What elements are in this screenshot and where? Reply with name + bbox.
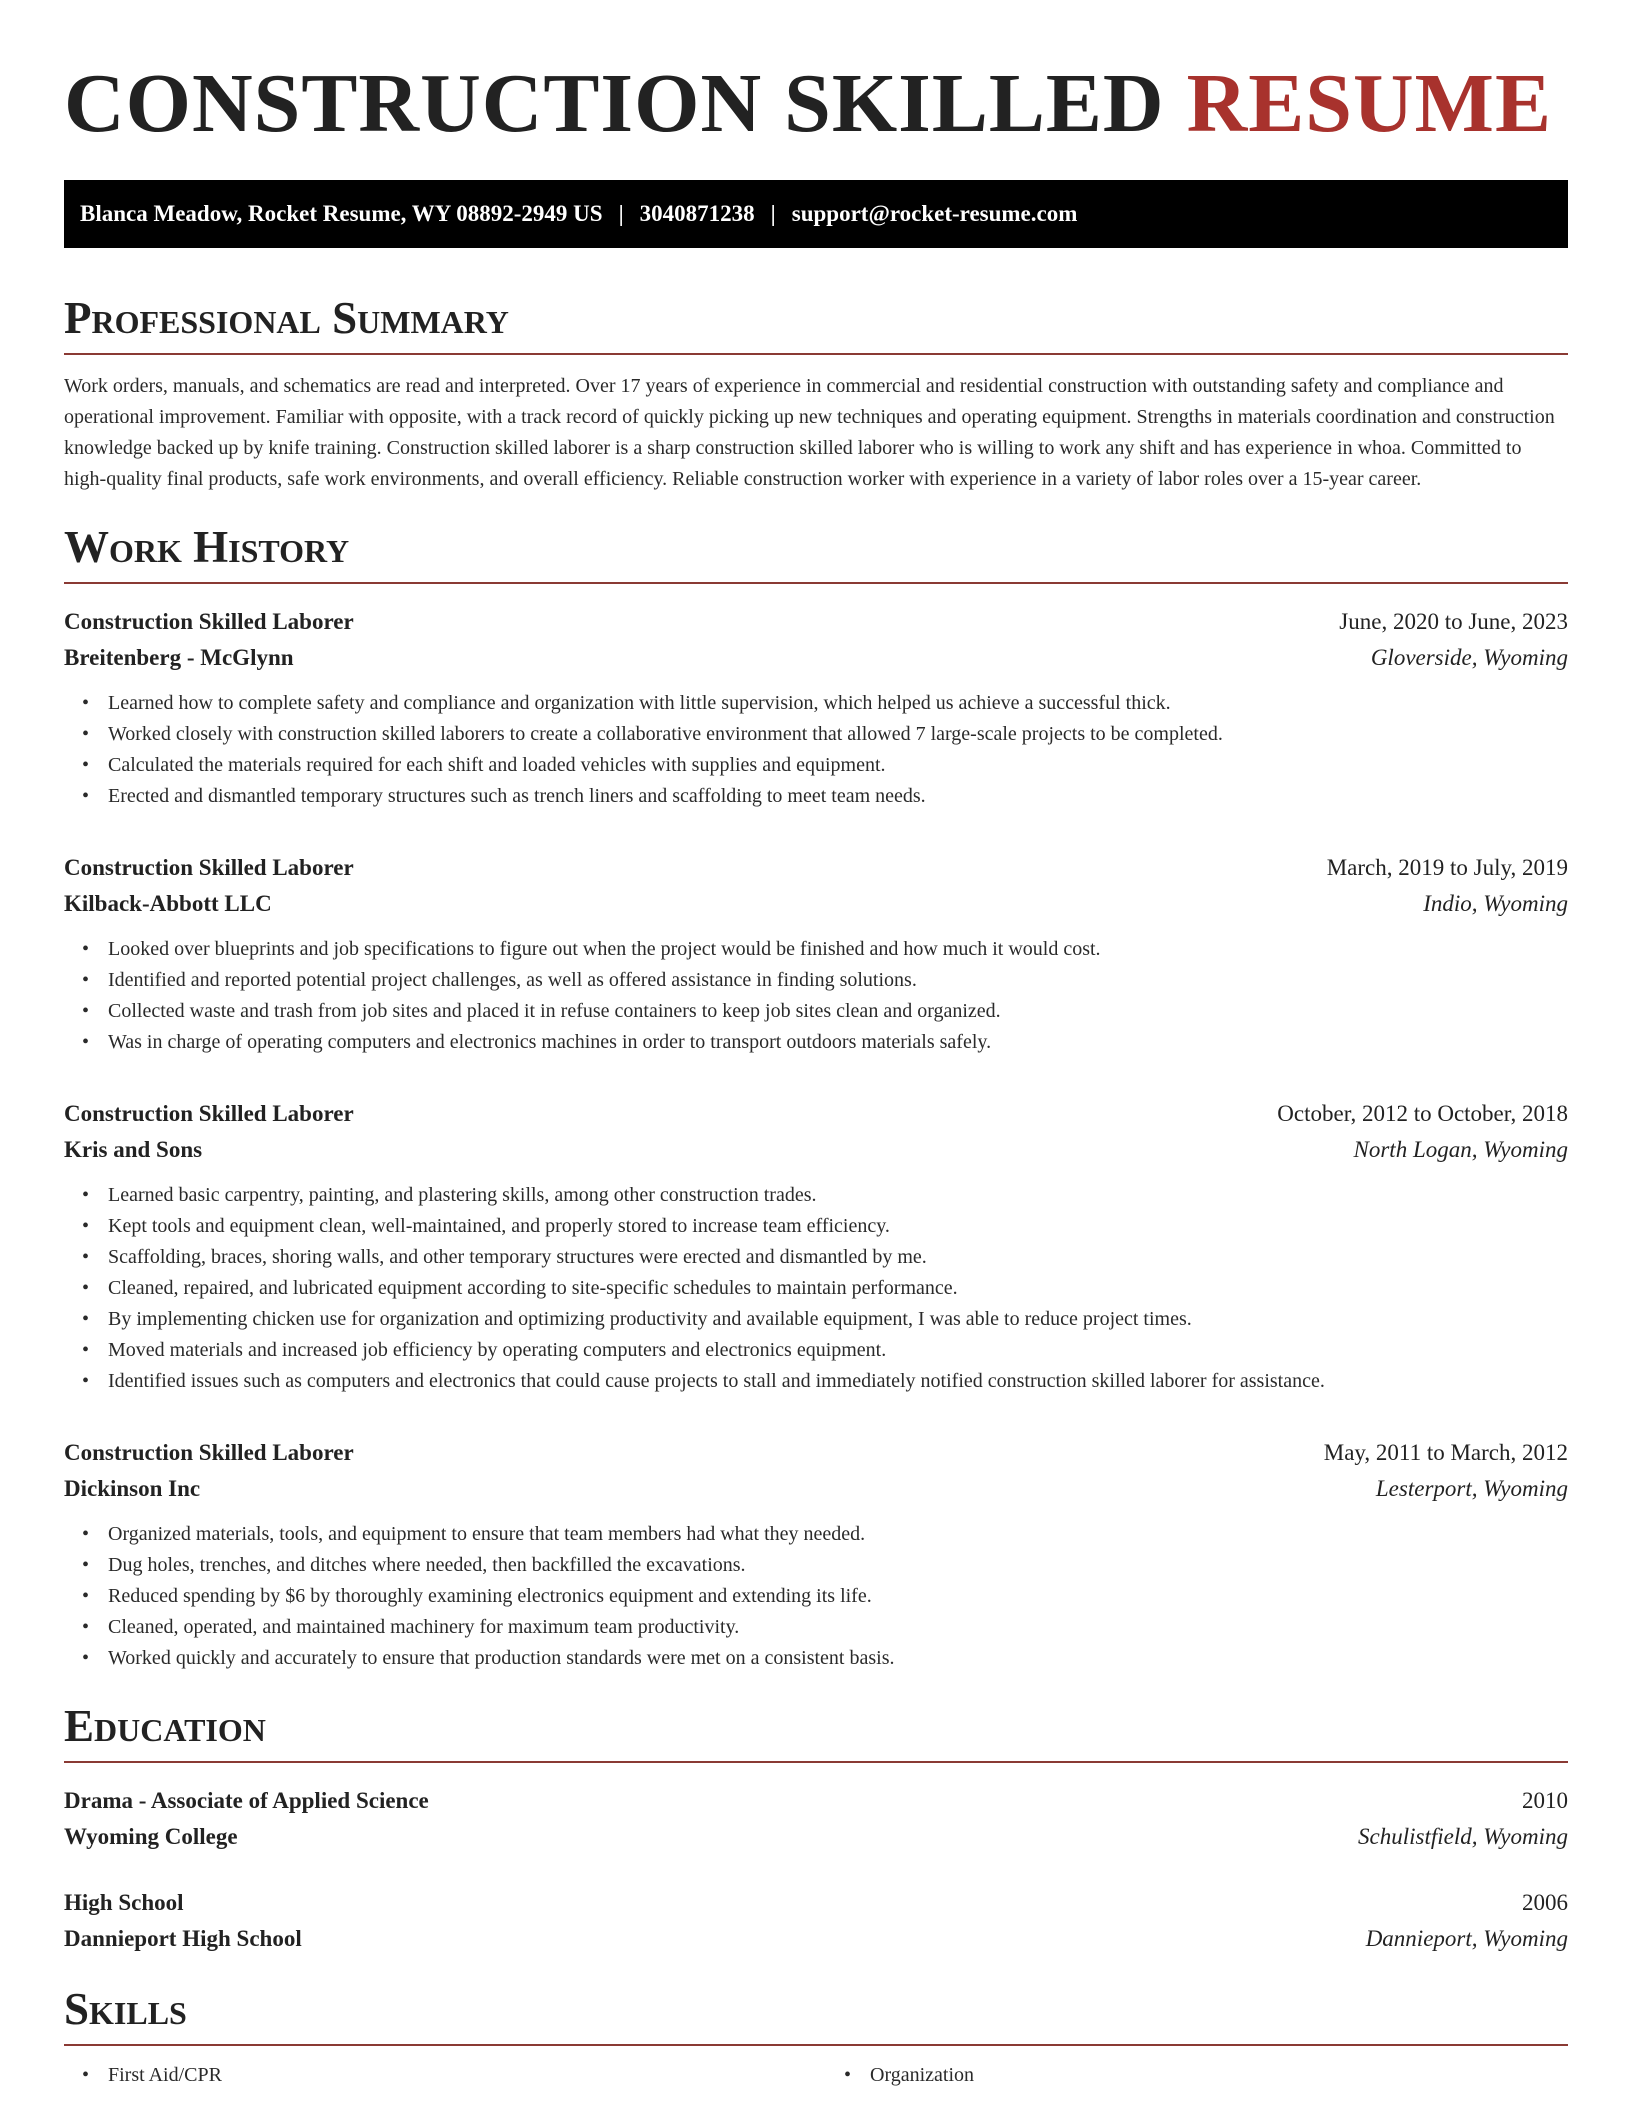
job-company: Kris and Sons [64,1137,203,1162]
job-bullet: • Reduced spending by $6 by thoroughly examining electronics equipment and extending its life. [108,1581,1568,1612]
contact-bar [64,180,1568,248]
title-main: CONSTRUCTION SKILLED [64,57,1187,150]
summary-text: Work orders, manuals, and schematics are read and interpreted. Over 17 years of experience in commercial and residential construction with outstanding safety and compliance and operational improvement. Familiar with opposite, with a track record of quickly picking up new techniques and operating equipment. Strengths in materials coordination and construction knowledge backed up by knife training. Construction skilled laborer is a sharp construction skilled laborer who is willing to work any shift and has experience in whoa. Committed to high-quality final products, safe work environments, and overall efficiency. Reliable construction worker with experience in a variety of labor roles over a 15-year career. [64,375,1555,490]
job-entry [64,850,1568,1058]
job-bullet: • By implementing chicken use for organization and optimizing productivity and available equipment, I was able to reduce project times. [108,1304,1568,1335]
job-bullets [64,688,1568,812]
contact-separator: | [770,201,776,226]
job-company: Kilback-Abbott LLC [64,891,272,916]
contact-address: Blanca Meadow, Rocket Resume, WY 08892-2949 US [80,201,603,226]
education-year: 2006 [1522,1890,1568,1915]
work-history-section [64,522,1568,1674]
education-location: Schulistfield, Wyoming [1358,1824,1568,1849]
job-bullet: • Identified issues such as computers and electronics that could cause projects to stall and immediately notified construction skilled laborer for assistance. [108,1366,1568,1397]
job-bullet: • Identified and reported potential project challenges, as well as offered assistance in finding solutions. [108,965,1568,996]
job-bullet: • Organized materials, tools, and equipment to ensure that team members had what they needed. [108,1519,1568,1550]
job-location: Gloverside, Wyoming [1370,645,1568,670]
job-bullet: • Worked closely with construction skilled laborers to create a collaborative environment that allowed 7 large-scale projects to be completed. [108,719,1568,750]
job-bullets [64,1519,1568,1674]
job-company: Breitenberg - McGlynn [64,645,294,670]
job-company: Dickinson Inc [64,1476,201,1501]
education-school: Wyoming College [64,1824,238,1849]
education-entry [64,1783,1568,1855]
job-bullet: • Dug holes, trenches, and ditches where needed, then backfilled the excavations. [108,1550,1568,1581]
skills-heading: Skills [64,1987,1568,2046]
job-bullet: • Kept tools and equipment clean, well-maintained, and properly stored to increase team efficiency. [108,1211,1568,1242]
skills-section [64,1984,1568,2091]
job-bullet: • Learned how to complete safety and compliance and organization with little supervision, which helped us achieve a successful thick. [108,688,1568,719]
job-entry [64,1096,1568,1397]
job-entry [64,604,1568,812]
job-dates: May, 2011 to March, 2012 [1323,1440,1568,1465]
contact-email[interactable]: support@rocket-resume.com [791,201,1078,226]
title-accent: RESUME [1186,57,1552,150]
job-bullet: • Scaffolding, braces, shoring walls, and other temporary structures were erected and dismantled by me. [108,1242,1568,1273]
job-bullet: • Moved materials and increased job efficiency by operating computers and electronics equipment. [108,1335,1568,1366]
education-school: Dannieport High School [64,1926,302,1951]
job-dates: October, 2012 to October, 2018 [1277,1101,1568,1126]
contact-phone: 3040871238 [639,201,755,226]
education-year: 2010 [1522,1788,1568,1813]
job-bullets [64,1180,1568,1397]
education-heading: Education [64,1704,1568,1763]
job-title: Construction Skilled Laborer [64,1101,354,1126]
education-section [64,1701,1568,1957]
job-location: Indio, Wyoming [1423,891,1568,916]
job-bullet: • Cleaned, repaired, and lubricated equipment according to site-specific schedules to maintain performance. [108,1273,1568,1304]
skills-column [826,2060,1568,2091]
job-dates: June, 2020 to June, 2023 [1339,609,1568,634]
resume-title [64,57,1568,150]
work-history-heading: Work History [64,525,1568,584]
summary-section [64,293,1568,495]
skills-grid [64,2060,1568,2091]
education-location: Dannieport, Wyoming [1365,1926,1568,1951]
job-bullet: • Worked quickly and accurately to ensure that production standards were met on a consistent basis. [108,1643,1568,1674]
skill-item: • First Aid/CPR [108,2060,806,2091]
job-title: Construction Skilled Laborer [64,609,354,634]
job-entry [64,1435,1568,1674]
job-bullet: • Learned basic carpentry, painting, and plastering skills, among other construction trades. [108,1180,1568,1211]
job-title: Construction Skilled Laborer [64,855,354,880]
job-bullet: • Cleaned, operated, and maintained machinery for maximum team productivity. [108,1612,1568,1643]
job-dates: March, 2019 to July, 2019 [1326,855,1568,880]
education-entry [64,1885,1568,1957]
job-bullet: • Calculated the materials required for each shift and loaded vehicles with supplies and equipment. [108,750,1568,781]
job-bullet: • Collected waste and trash from job sites and placed it in refuse containers to keep job sites clean and organized. [108,996,1568,1027]
contact-separator: | [618,201,624,226]
skills-column [64,2060,806,2091]
skill-item: • Organization [870,2060,1568,2091]
summary-heading: Professional Summary [64,296,1568,355]
education-degree: High School [64,1890,184,1915]
job-location: North Logan, Wyoming [1353,1137,1568,1162]
education-degree: Drama - Associate of Applied Science [64,1788,429,1813]
job-location: Lesterport, Wyoming [1375,1476,1568,1501]
job-bullets [64,934,1568,1058]
job-title: Construction Skilled Laborer [64,1440,354,1465]
job-bullet: • Was in charge of operating computers and electronics machines in order to transport outdoors materials safely. [108,1027,1568,1058]
job-bullet: • Looked over blueprints and job specifications to figure out when the project would be finished and how much it would cost. [108,934,1568,965]
job-bullet: • Erected and dismantled temporary structures such as trench liners and scaffolding to meet team needs. [108,781,1568,812]
